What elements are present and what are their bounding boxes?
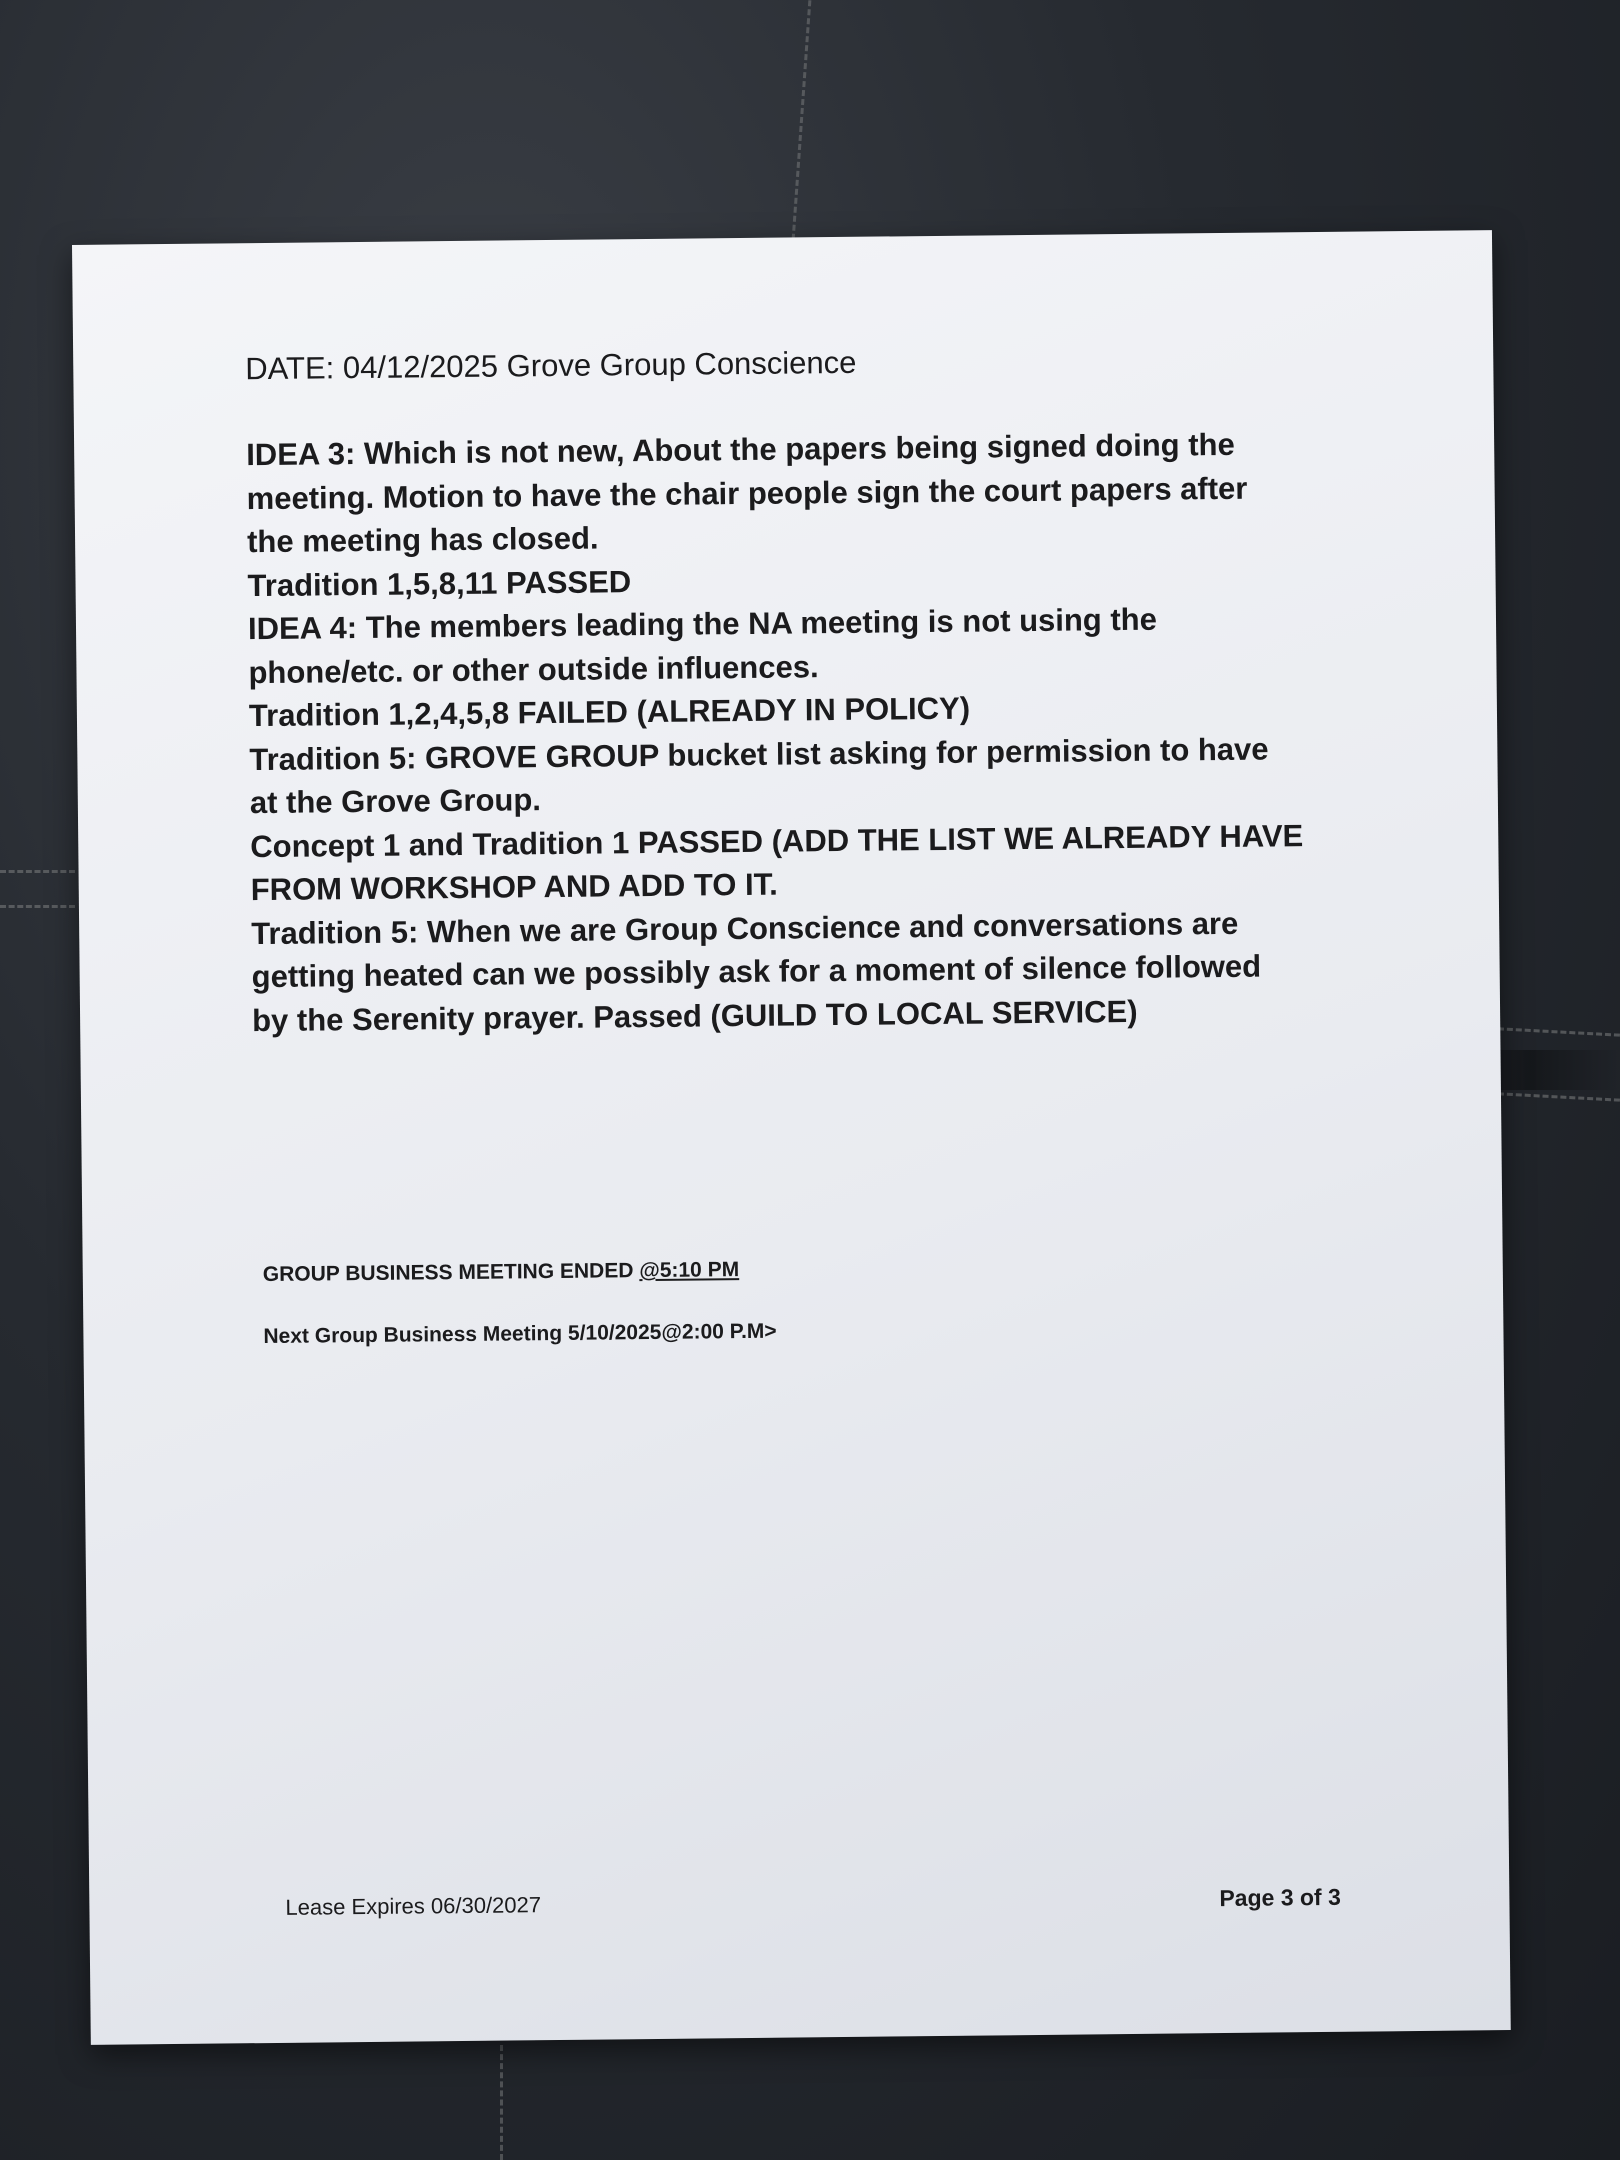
minutes-line: phone/etc. or other outside influences. [248, 648, 819, 690]
meeting-footer [263, 1253, 1264, 1387]
minutes-line: IDEA 3: Which is not new, About the papers being signed doing the [246, 426, 1235, 473]
document-content [245, 340, 1362, 1043]
document-title: DATE: 04/12/2025 Grove Group Conscience [245, 344, 857, 387]
minutes-line: Tradition 5: When we are Group Conscience and conversations are [251, 905, 1239, 951]
minutes-line: at the Grove Group. [249, 782, 542, 821]
meeting-ended-time: @5:10 PM [639, 1258, 740, 1283]
meeting-ended-label: GROUP BUSINESS MEETING ENDED [262, 1259, 640, 1287]
leather-seam [1480, 1026, 1620, 1036]
page-number: Page 3 of 3 [1219, 1883, 1341, 1912]
leather-seam [792, 0, 812, 240]
minutes-line: Concept 1 and Tradition 1 PASSED (ADD THE LIST WE ALREADY HAVE [250, 817, 1304, 864]
leather-seam [0, 870, 75, 873]
minutes-line: IDEA 4: The members leading the NA meeting is not using the [247, 601, 1158, 647]
minutes-line: Tradition 1,2,4,5,8 FAILED (ALREADY IN POLICY) [248, 690, 971, 734]
leather-seam [500, 2045, 503, 2160]
minutes-line: meeting. Motion to have the chair people sign the court papers after [246, 470, 1248, 516]
minutes-line: Tradition 5: GROVE GROUP bucket list asking for permission to have [249, 730, 1269, 777]
minutes-line: Tradition 1,5,8,11 PASSED [247, 563, 632, 603]
next-meeting-line: Next Group Business Meeting 5/10/2025@2:00 P.M> [263, 1319, 777, 1349]
document-page [72, 230, 1511, 2045]
minutes-line: FROM WORKSHOP AND ADD TO IT. [250, 866, 778, 908]
leather-seam [0, 905, 75, 908]
minutes-body [246, 422, 1362, 1043]
minutes-line: the meeting has closed. [246, 520, 599, 560]
minutes-line: getting heated can we possibly ask for a moment of silence followed [251, 948, 1262, 995]
meeting-ended-line [263, 1253, 1263, 1287]
lease-expiry: Lease Expires 06/30/2027 [285, 1892, 542, 1920]
minutes-line: by the Serenity prayer. Passed (GUILD TO LOCAL SERVICE) [251, 993, 1138, 1038]
